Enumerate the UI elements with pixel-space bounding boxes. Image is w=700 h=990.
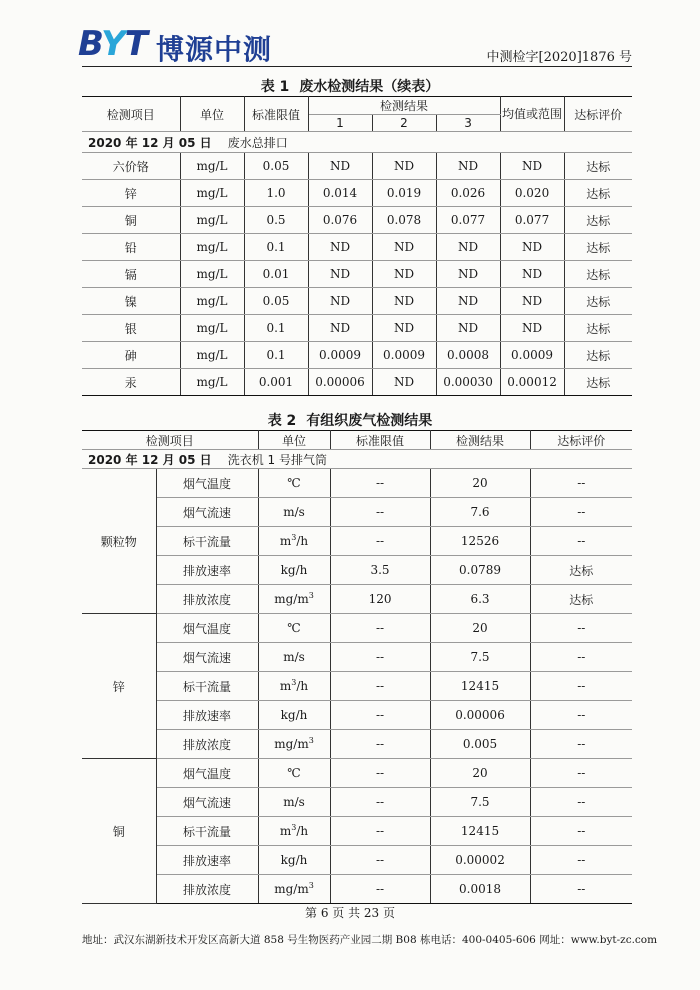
t2-cell-result: 0.00006 — [430, 701, 530, 730]
table-row — [82, 846, 632, 875]
t1-cell-item: 锌 — [82, 180, 180, 207]
t2-cell-param: 烟气流速 — [156, 498, 258, 527]
t2-cell-eval: -- — [530, 817, 632, 846]
t2-cell-limit: -- — [330, 498, 430, 527]
t1-cell-r1: ND — [308, 153, 372, 180]
t1-header-results: 检测结果 — [308, 97, 500, 115]
t2-cell-unit: kg/h — [258, 556, 330, 585]
t1-cell-unit: mg/L — [180, 234, 244, 261]
t2-cell-unit: ℃ — [258, 614, 330, 643]
t2-cell-limit: -- — [330, 817, 430, 846]
t2-cell-unit: m/s — [258, 788, 330, 817]
t1-cell-avg: 0.077 — [500, 207, 564, 234]
t2-header-result: 检测结果 — [430, 431, 530, 450]
t1-cell-r3: ND — [436, 315, 500, 342]
t1-cell-r1: 0.076 — [308, 207, 372, 234]
t2-cell-eval: -- — [530, 643, 632, 672]
t1-cell-r2: ND — [372, 288, 436, 315]
t2-cell-eval: 达标 — [530, 585, 632, 614]
t2-cell-unit: $mg/m^3$ — [258, 730, 330, 759]
table1-caption-number: 表 1 — [260, 79, 290, 95]
t1-header-r2: 2 — [372, 115, 436, 132]
header-divider — [82, 66, 632, 67]
table-row — [82, 759, 632, 788]
t1-cell-item: 铜 — [82, 207, 180, 234]
t2-cell-limit: -- — [330, 527, 430, 556]
t1-cell-avg: ND — [500, 261, 564, 288]
t1-header-r3: 3 — [436, 115, 500, 132]
t2-unit-base: m — [279, 534, 292, 548]
t2-cell-unit: $m^3/h$ — [258, 672, 330, 701]
t1-cell-item: 镍 — [82, 288, 180, 315]
t1-cell-r3: ND — [436, 288, 500, 315]
table-row — [82, 207, 632, 234]
t2-cell-unit: ℃ — [258, 469, 330, 498]
t2-section-row — [82, 450, 632, 469]
table-row — [82, 315, 632, 342]
t2-cell-result: 6.3 — [430, 585, 530, 614]
footer-address: 地址：武汉东湖新技术开发区高新大道 858 号生物医药产业园二期 B08 栋电话：400-0405-606 网址：www.byt-zc.com — [82, 934, 658, 946]
t1-cell-r3: 0.026 — [436, 180, 500, 207]
table1-caption-title: 废水检测结果（续表） — [299, 79, 440, 95]
t1-cell-limit: 0.5 — [244, 207, 308, 234]
t1-cell-r3: 0.077 — [436, 207, 500, 234]
t1-cell-eval: 达标 — [564, 369, 632, 396]
t1-cell-unit: mg/L — [180, 261, 244, 288]
t2-cell-limit: -- — [330, 672, 430, 701]
t1-cell-r2: ND — [372, 261, 436, 288]
t1-cell-avg: ND — [500, 153, 564, 180]
t2-cell-limit: -- — [330, 759, 430, 788]
t1-header-r1: 1 — [308, 115, 372, 132]
table-row — [82, 288, 632, 315]
t1-section-row — [82, 132, 632, 153]
t2-cell-param: 排放浓度 — [156, 730, 258, 759]
t2-cell-param: 烟气流速 — [156, 643, 258, 672]
t1-cell-r1: ND — [308, 288, 372, 315]
t2-cell-eval: -- — [530, 788, 632, 817]
table-row — [82, 261, 632, 288]
t1-cell-limit: 0.05 — [244, 288, 308, 315]
t1-cell-unit: mg/L — [180, 288, 244, 315]
t2-cell-unit: $mg/m^3$ — [258, 585, 330, 614]
t1-cell-avg: 0.00012 — [500, 369, 564, 396]
t2-cell-unit: kg/h — [258, 846, 330, 875]
table-row — [82, 875, 632, 904]
t2-cell-result: 20 — [430, 469, 530, 498]
table2-caption-number: 表 2 — [267, 413, 297, 429]
t2-cell-result: 20 — [430, 614, 530, 643]
t2-unit-base: mg/m — [274, 592, 309, 606]
t2-section-date: 2020 年 12 月 05 日 — [88, 452, 212, 467]
t2-cell-result: 0.0018 — [430, 875, 530, 904]
table-row — [82, 672, 632, 701]
t1-cell-limit: 0.01 — [244, 261, 308, 288]
t2-header-eval: 达标评价 — [530, 431, 632, 450]
table-row — [82, 342, 632, 369]
table-row — [82, 817, 632, 846]
t2-cell-eval: -- — [530, 527, 632, 556]
t2-cell-result: 7.5 — [430, 643, 530, 672]
t1-cell-r2: 0.019 — [372, 180, 436, 207]
report-number: 中测检字[2020]1876 号 — [486, 50, 632, 65]
t1-cell-item: 银 — [82, 315, 180, 342]
t1-cell-item: 汞 — [82, 369, 180, 396]
t2-cell-result: 7.5 — [430, 788, 530, 817]
t2-cell-limit: -- — [330, 701, 430, 730]
t1-cell-r2: ND — [372, 369, 436, 396]
t2-cell-limit: -- — [330, 469, 430, 498]
table-row — [82, 556, 632, 585]
t1-cell-r2: 0.078 — [372, 207, 436, 234]
t1-cell-eval: 达标 — [564, 180, 632, 207]
t2-cell-param: 标干流量 — [156, 672, 258, 701]
t2-cell-result: 12415 — [430, 672, 530, 701]
t2-cell-param: 烟气流速 — [156, 788, 258, 817]
t1-cell-unit: mg/L — [180, 369, 244, 396]
t1-header-unit: 单位 — [180, 97, 244, 132]
t1-cell-eval: 达标 — [564, 234, 632, 261]
t2-cell-result: 12415 — [430, 817, 530, 846]
t2-cell-unit: $mg/m^3$ — [258, 875, 330, 904]
t1-cell-unit: mg/L — [180, 207, 244, 234]
t2-cell-limit: 120 — [330, 585, 430, 614]
table-row — [82, 643, 632, 672]
t1-cell-avg: ND — [500, 234, 564, 261]
t2-cell-result: 0.0789 — [430, 556, 530, 585]
t2-cell-unit: m/s — [258, 498, 330, 527]
t2-cell-param: 烟气温度 — [156, 614, 258, 643]
t1-cell-r3: ND — [436, 234, 500, 261]
company-logo — [78, 24, 298, 64]
table2-caption-title: 有组织废气检测结果 — [306, 413, 433, 429]
t1-cell-limit: 0.001 — [244, 369, 308, 396]
t1-cell-unit: mg/L — [180, 180, 244, 207]
t2-cell-result: 0.00002 — [430, 846, 530, 875]
t2-unit-base: mg/m — [274, 882, 309, 896]
t2-cell-eval: -- — [530, 730, 632, 759]
t1-cell-avg: ND — [500, 288, 564, 315]
t2-unit-base: mg/m — [274, 737, 309, 751]
t1-section-date: 2020 年 12 月 05 日 — [88, 135, 212, 150]
t2-header-limit: 标准限值 — [330, 431, 430, 450]
t2-cell-result: 0.005 — [430, 730, 530, 759]
t1-header-avg: 均值或范围 — [500, 97, 564, 132]
t2-cell-eval: -- — [530, 469, 632, 498]
t2-cell-param: 排放速率 — [156, 846, 258, 875]
t1-cell-item: 六价铬 — [82, 153, 180, 180]
t2-cell-eval: -- — [530, 759, 632, 788]
t1-cell-unit: mg/L — [180, 342, 244, 369]
t2-cell-limit: 3.5 — [330, 556, 430, 585]
wastewater-results-table — [82, 96, 632, 396]
t1-header-item: 检测项目 — [82, 97, 180, 132]
t2-cell-unit: $m^3/h$ — [258, 817, 330, 846]
exhaust-gas-results-table — [82, 430, 632, 904]
t1-cell-r1: 0.00006 — [308, 369, 372, 396]
t2-cell-limit: -- — [330, 730, 430, 759]
t1-cell-eval: 达标 — [564, 342, 632, 369]
t2-cell-limit: -- — [330, 614, 430, 643]
page-number: 第 6 页 共 23 页 — [305, 906, 395, 920]
t1-cell-r3: 0.0008 — [436, 342, 500, 369]
t1-cell-r1: ND — [308, 315, 372, 342]
table-row — [82, 180, 632, 207]
t2-header-item: 检测项目 — [82, 431, 258, 450]
t2-section-point: 洗衣机 1 号排气筒 — [227, 452, 327, 467]
t1-cell-r2: ND — [372, 153, 436, 180]
t1-cell-unit: mg/L — [180, 153, 244, 180]
t2-cell-limit: -- — [330, 875, 430, 904]
t2-cell-unit: kg/h — [258, 701, 330, 730]
t2-unit-base: m — [279, 824, 292, 838]
t2-cell-eval: -- — [530, 875, 632, 904]
t2-cell-param: 标干流量 — [156, 527, 258, 556]
t1-cell-limit: 0.1 — [244, 342, 308, 369]
t2-unit-base: m — [279, 679, 292, 693]
t2-cell-eval: -- — [530, 614, 632, 643]
t2-cell-eval: -- — [530, 846, 632, 875]
t1-cell-avg: 0.020 — [500, 180, 564, 207]
t2-group-name: 颗粒物 — [82, 469, 156, 614]
table-row — [82, 153, 632, 180]
logo-mark: BYT — [78, 24, 147, 64]
t1-cell-limit: 0.1 — [244, 234, 308, 261]
t1-cell-r2: 0.0009 — [372, 342, 436, 369]
t2-cell-param: 排放浓度 — [156, 875, 258, 904]
t2-cell-unit: m/s — [258, 643, 330, 672]
t2-header-unit: 单位 — [258, 431, 330, 450]
t1-cell-item: 铅 — [82, 234, 180, 261]
t2-cell-param: 排放速率 — [156, 556, 258, 585]
table-row — [82, 788, 632, 817]
table-row — [82, 614, 632, 643]
t2-cell-param: 烟气温度 — [156, 469, 258, 498]
t2-cell-result: 12526 — [430, 527, 530, 556]
t2-cell-unit: ℃ — [258, 759, 330, 788]
t2-cell-eval: -- — [530, 672, 632, 701]
t1-cell-unit: mg/L — [180, 315, 244, 342]
t1-cell-item: 镉 — [82, 261, 180, 288]
t2-cell-param: 标干流量 — [156, 817, 258, 846]
table-row — [82, 234, 632, 261]
t1-cell-limit: 0.1 — [244, 315, 308, 342]
t2-group-name: 铜 — [82, 759, 156, 904]
table-row — [82, 701, 632, 730]
t1-cell-r1: ND — [308, 261, 372, 288]
t1-cell-r2: ND — [372, 234, 436, 261]
t1-cell-eval: 达标 — [564, 288, 632, 315]
table-row — [82, 730, 632, 759]
t1-cell-eval: 达标 — [564, 207, 632, 234]
t1-section-point: 废水总排口 — [227, 135, 288, 150]
t1-cell-r1: 0.014 — [308, 180, 372, 207]
t1-header-eval: 达标评价 — [564, 97, 632, 132]
t2-cell-param: 烟气温度 — [156, 759, 258, 788]
t2-cell-unit: $m^3/h$ — [258, 527, 330, 556]
t2-cell-param: 排放速率 — [156, 701, 258, 730]
t1-cell-r1: ND — [308, 234, 372, 261]
t1-header-limit: 标准限值 — [244, 97, 308, 132]
t1-cell-r3: 0.00030 — [436, 369, 500, 396]
t2-cell-limit: -- — [330, 788, 430, 817]
t2-group-name: 锌 — [82, 614, 156, 759]
t2-cell-limit: -- — [330, 643, 430, 672]
table1-caption — [0, 76, 700, 96]
t1-cell-r1: 0.0009 — [308, 342, 372, 369]
t1-cell-r3: ND — [436, 261, 500, 288]
t2-cell-eval: -- — [530, 498, 632, 527]
t2-cell-result: 20 — [430, 759, 530, 788]
t1-cell-item: 砷 — [82, 342, 180, 369]
t2-cell-eval: 达标 — [530, 556, 632, 585]
t1-cell-eval: 达标 — [564, 315, 632, 342]
table-row — [82, 369, 632, 396]
t1-cell-eval: 达标 — [564, 261, 632, 288]
t2-cell-param: 排放浓度 — [156, 585, 258, 614]
t1-cell-avg: ND — [500, 315, 564, 342]
t1-cell-avg: 0.0009 — [500, 342, 564, 369]
t2-cell-eval: -- — [530, 701, 632, 730]
table-row — [82, 527, 632, 556]
t1-cell-limit: 1.0 — [244, 180, 308, 207]
t2-cell-limit: -- — [330, 846, 430, 875]
t1-cell-r3: ND — [436, 153, 500, 180]
t1-cell-r2: ND — [372, 315, 436, 342]
company-name: 博源中测 — [156, 33, 273, 66]
table-row — [82, 469, 632, 498]
t1-cell-limit: 0.05 — [244, 153, 308, 180]
table-row — [82, 498, 632, 527]
table2-caption — [0, 410, 700, 430]
t1-cell-eval: 达标 — [564, 153, 632, 180]
t2-cell-result: 7.6 — [430, 498, 530, 527]
table-row — [82, 585, 632, 614]
